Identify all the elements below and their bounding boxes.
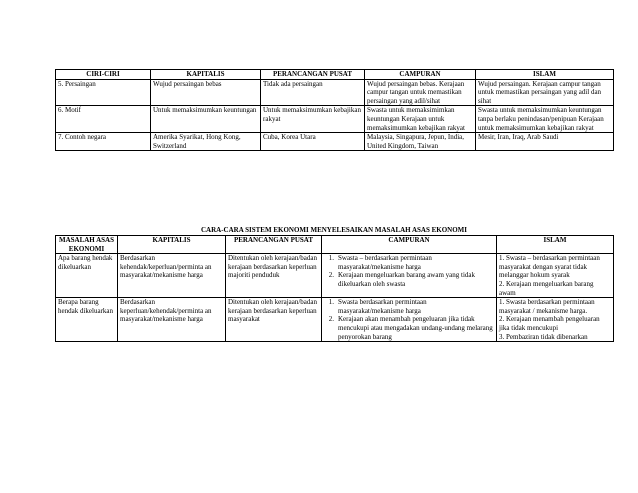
list-item: 2. Kerajaan mengeluarkan barang awam yang tidak dikeluarkan oleh swasta [328, 271, 476, 288]
numbered-list [324, 254, 494, 288]
table-cell: Swasta untuk memaksimimkan keuntungan Kerajaan untuk memaksimumkan kebajikan rakyat [365, 106, 476, 133]
table-cell: Malaysia, Singapura, Jepun, India, United Kingdom, Taiwan [365, 133, 476, 151]
section-title: CARA-CARA SISTEM EKONOMI MENYELESAIKAN MASALAH ASAS EKONOMI [200, 226, 468, 234]
list-item: 3. Pembaziran tidak dibenarkan [499, 332, 588, 341]
table-row [56, 79, 614, 106]
table-cell: Untuk memaksimumkan kebajikan rakyat [261, 106, 365, 133]
table-cell [322, 298, 497, 342]
table-row [56, 298, 614, 342]
table-cell [322, 254, 497, 298]
table-cell: Mesir, Iran, Iraq, Arab Saudi [476, 133, 614, 151]
header-campuran: CAMPURAN [322, 236, 497, 254]
list-item: 1. Swasta – berdasarkan permintaan masyarakat/mekanisme harga [328, 254, 432, 271]
header-masalah-asas: MASALAH ASAS EKONOMI [56, 236, 118, 254]
table-cell: Berapa barang hendak dikeluarkan [56, 298, 118, 342]
header-perancangan: PERANCANGAN PUSAT [226, 236, 322, 254]
table-cell: Tidak ada persaingan [261, 79, 365, 106]
table-cell: 7. Contoh negara [56, 133, 151, 151]
header-campuran: CAMPURAN [365, 70, 476, 80]
list-item: 1. Swasta berdasarkan permintaan masyarakat / mekanisme harga. [499, 298, 595, 315]
table-cell: Untuk memaksimumkan keuntungan [151, 106, 261, 133]
table-cell: Cuba, Korea Utara [261, 133, 365, 151]
header-islam: ISLAM [497, 236, 614, 254]
characteristics-table [55, 69, 614, 151]
table-cell: Ditentukan oleh kerajaan/badan kerajaan berdasarkan keperluan majoriti penduduk [226, 254, 322, 298]
list-item: 2. Kerajaan menambah pengeluaran jika tidak mencukupi [499, 315, 600, 332]
header-perancangan-pusat: PERANCANGAN PUSAT [261, 70, 365, 80]
table-cell [497, 254, 614, 298]
header-islam: ISLAM [476, 70, 614, 80]
table-cell: Berdasarkan keperluan/kehendak/perminta an masyarakat/mekanisme harga [118, 298, 226, 342]
table-cell: Amerika Syarikat, Hong Kong, Switzerland [151, 133, 261, 151]
header-ciri-ciri: CIRI-CIRI [56, 70, 151, 80]
table-row [56, 133, 614, 151]
table-cell [497, 298, 614, 342]
table-cell: Wujud persaingan bebas. Kerajaan campur tangan untuk memastikan persaingan yang adil/sihat [365, 79, 476, 106]
list-item: 1. Swasta berdasarkan permintaan masyarakat/mekanisme harga [328, 298, 427, 315]
list-item: 1. Swasta – berdasarkan permintaan masyarakat dengan syarat tidak melanggar hokum syarak [499, 254, 600, 280]
economic-problems-table [55, 235, 614, 342]
table-cell: 5. Persaingan [56, 79, 151, 106]
table-cell: Ditentukan oleh kerajaan/badan kerajaan berdasarkan keperluan masyarakat [226, 298, 322, 342]
table-cell: Wujud persaingan. Kerajaan campur tangan untuk memastikan persaingan yang adil dan sihat [476, 79, 614, 106]
table-cell: Wujud persaingan bebas [151, 79, 261, 106]
table-row [56, 106, 614, 133]
table-header-row [56, 70, 614, 80]
table-header-row [56, 236, 614, 254]
table-cell: 6. Motif [56, 106, 151, 133]
list-item: 2. Kerajaan mengeluarkan barang awam [499, 279, 594, 297]
table-cell: Swasta untuk memaksimumkan keuntungan tanpa berlaku penindasan/penipuan Kerajaan untuk memaksimumkan kebajikan rakyat [476, 106, 614, 133]
list-item: 2. Kerajaan akan menambah pengeluaran jika tidak mencukupi atau mengadakan undang-undang melarang penyorokan barang [328, 315, 493, 341]
table-row [56, 254, 614, 298]
header-kapitalis: KAPITALIS [118, 236, 226, 254]
header-kapitalis: KAPITALIS [151, 70, 261, 80]
table-cell: Apa barang hendak dikeluarkan [56, 254, 118, 298]
numbered-list [324, 298, 494, 341]
table-cell: Berdasarkan kehendak/keperluan/perminta an masyarakat/mekanisme harga [118, 254, 226, 298]
